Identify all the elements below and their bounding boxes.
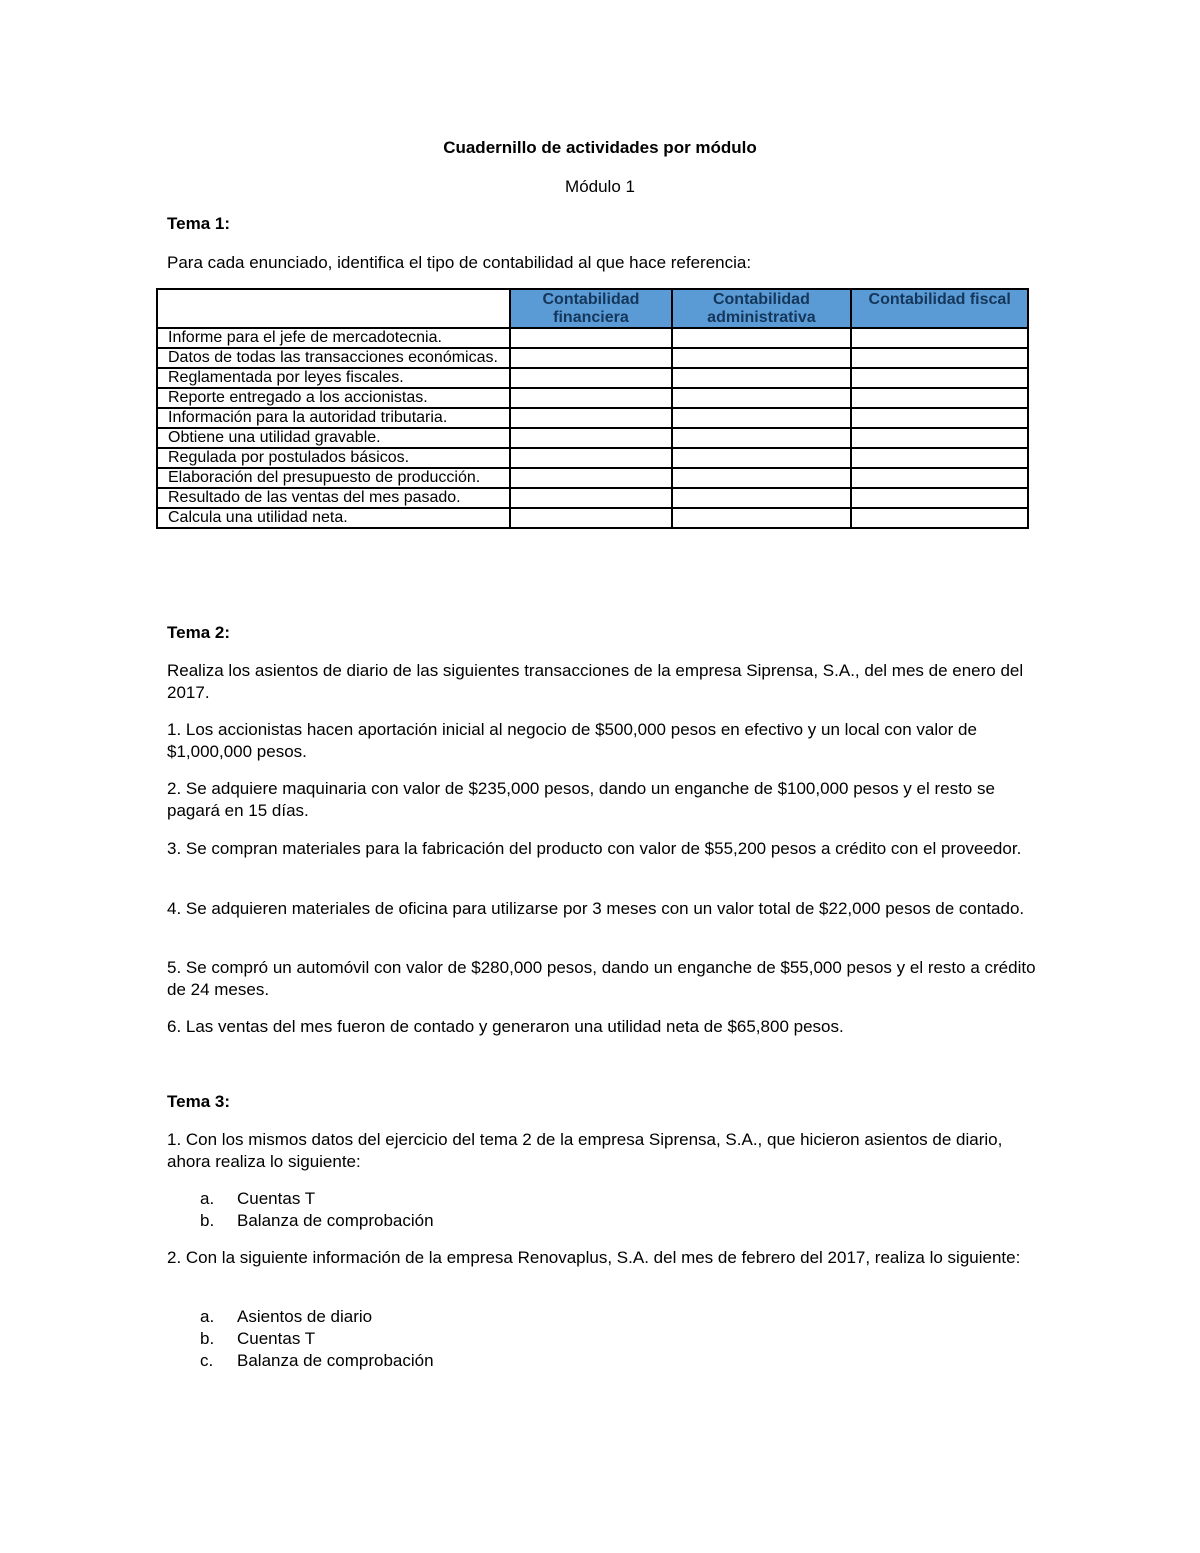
tema2-transaction-2: 2. Se adquiere maquinaria con valor de $235,000 pesos, dando un enganche de $100,000 pesos y el resto se pagará en 15 días. xyxy=(167,779,995,820)
answer-cell-financiera[interactable] xyxy=(510,508,671,528)
answer-cell-administrativa[interactable] xyxy=(672,448,852,468)
answer-cell-fiscal[interactable] xyxy=(851,468,1028,488)
tema3-heading: Tema 3: xyxy=(167,1092,230,1111)
tema2-transaction-5: 5. Se compró un automóvil con valor de $280,000 pesos, dando un enganche de $55,000 pesos y el resto a crédito de 24 meses. xyxy=(167,958,1036,999)
header-administrativa: Contabilidad administrativa xyxy=(672,289,852,328)
tema2-transaction-4: 4. Se adquieren materiales de oficina para utilizarse por 3 meses con un valor total de $22,000 pesos de contado. xyxy=(167,899,1025,918)
module-subtitle: Módulo 1 xyxy=(565,177,635,196)
answer-cell-financiera[interactable] xyxy=(510,388,671,408)
answer-cell-administrativa[interactable] xyxy=(672,488,852,508)
list-item-text: Cuentas T xyxy=(237,1189,316,1208)
answer-cell-financiera[interactable] xyxy=(510,488,671,508)
list-item xyxy=(200,1328,434,1350)
answer-cell-financiera[interactable] xyxy=(510,468,671,488)
tema3-list-1 xyxy=(200,1188,434,1232)
row-label: Obtiene una utilidad gravable. xyxy=(157,428,510,448)
table-row xyxy=(157,368,1028,388)
table-row xyxy=(157,388,1028,408)
answer-cell-financiera[interactable] xyxy=(510,348,671,368)
answer-cell-fiscal[interactable] xyxy=(851,388,1028,408)
header-financiera: Contabilidad financiera xyxy=(510,289,671,328)
list-item-text: Balanza de comprobación xyxy=(237,1351,434,1370)
list-item-letter: b. xyxy=(200,1211,215,1230)
answer-cell-fiscal[interactable] xyxy=(851,328,1028,348)
list-item-letter: c. xyxy=(200,1351,214,1370)
row-label: Resultado de las ventas del mes pasado. xyxy=(157,488,510,508)
tema3-item-1: 1. Con los mismos datos del ejercicio del tema 2 de la empresa Siprensa, S.A., que hicieron asientos de diario, ahora realiza lo siguiente: xyxy=(167,1130,1003,1171)
answer-cell-fiscal[interactable] xyxy=(851,408,1028,428)
answer-cell-administrativa[interactable] xyxy=(672,408,852,428)
answer-cell-fiscal[interactable] xyxy=(851,448,1028,468)
answer-cell-financiera[interactable] xyxy=(510,428,671,448)
tema2-heading: Tema 2: xyxy=(167,623,230,642)
list-item xyxy=(200,1350,434,1372)
answer-cell-financiera[interactable] xyxy=(510,328,671,348)
tema2-intro: Realiza los asientos de diario de las siguientes transacciones de la empresa Siprensa, S.A., del mes de enero del 2017. xyxy=(167,661,1024,702)
tema3-item-2: 2. Con la siguiente información de la empresa Renovaplus, S.A. del mes de febrero del 2017, realiza lo siguiente: xyxy=(167,1248,1021,1267)
row-label: Regulada por postulados básicos. xyxy=(157,448,510,468)
list-item-text: Cuentas T xyxy=(237,1329,316,1348)
answer-cell-financiera[interactable] xyxy=(510,408,671,428)
table-row xyxy=(157,348,1028,368)
list-item xyxy=(200,1306,434,1328)
list-item-text: Balanza de comprobación xyxy=(237,1211,434,1230)
answer-cell-fiscal[interactable] xyxy=(851,428,1028,448)
answer-cell-administrativa[interactable] xyxy=(672,328,852,348)
row-label: Elaboración del presupuesto de producción. xyxy=(157,468,510,488)
tema2-transaction-3: 3. Se compran materiales para la fabricación del producto con valor de $55,200 pesos a crédito con el proveedor. xyxy=(167,839,1022,858)
table-row xyxy=(157,468,1028,488)
row-label: Reporte entregado a los accionistas. xyxy=(157,388,510,408)
tema1-heading: Tema 1: xyxy=(167,214,230,233)
answer-cell-fiscal[interactable] xyxy=(851,368,1028,388)
accounting-type-table xyxy=(156,288,1029,529)
list-item-letter: a. xyxy=(200,1189,215,1208)
header-fiscal: Contabilidad fiscal xyxy=(851,289,1028,328)
row-label: Informe para el jefe de mercadotecnia. xyxy=(157,328,510,348)
list-item xyxy=(200,1210,434,1232)
tema1-instruction: Para cada enunciado, identifica el tipo de contabilidad al que hace referencia: xyxy=(167,253,752,272)
tema2-transaction-6: 6. Las ventas del mes fueron de contado y generaron una utilidad neta de $65,800 pesos. xyxy=(167,1017,844,1036)
answer-cell-administrativa[interactable] xyxy=(672,428,852,448)
answer-cell-fiscal[interactable] xyxy=(851,508,1028,528)
answer-cell-administrativa[interactable] xyxy=(672,368,852,388)
tema2-transaction-1: 1. Los accionistas hacen aportación inicial al negocio de $500,000 pesos en efectivo y un local con valor de $1,000,000 pesos. xyxy=(167,720,977,761)
table-row xyxy=(157,508,1028,528)
answer-cell-administrativa[interactable] xyxy=(672,508,852,528)
row-label: Información para la autoridad tributaria. xyxy=(157,408,510,428)
tema3-list-2 xyxy=(200,1306,434,1372)
list-item-letter: a. xyxy=(200,1307,215,1326)
answer-cell-administrativa[interactable] xyxy=(672,468,852,488)
table-row xyxy=(157,428,1028,448)
answer-cell-fiscal[interactable] xyxy=(851,488,1028,508)
list-item-letter: b. xyxy=(200,1329,215,1348)
row-label: Datos de todas las transacciones económicas. xyxy=(157,348,510,368)
table-row xyxy=(157,488,1028,508)
answer-cell-financiera[interactable] xyxy=(510,368,671,388)
table-header-blank xyxy=(157,289,510,328)
table-row xyxy=(157,328,1028,348)
list-item xyxy=(200,1188,434,1210)
table-row xyxy=(157,448,1028,468)
row-label: Calcula una utilidad neta. xyxy=(157,508,510,528)
table-row xyxy=(157,408,1028,428)
answer-cell-administrativa[interactable] xyxy=(672,348,852,368)
answer-cell-administrativa[interactable] xyxy=(672,388,852,408)
table-header-row xyxy=(157,289,1028,328)
list-item-text: Asientos de diario xyxy=(237,1307,373,1326)
answer-cell-financiera[interactable] xyxy=(510,448,671,468)
answer-cell-fiscal[interactable] xyxy=(851,348,1028,368)
document-title: Cuadernillo de actividades por módulo xyxy=(443,138,757,157)
row-label: Reglamentada por leyes fiscales. xyxy=(157,368,510,388)
